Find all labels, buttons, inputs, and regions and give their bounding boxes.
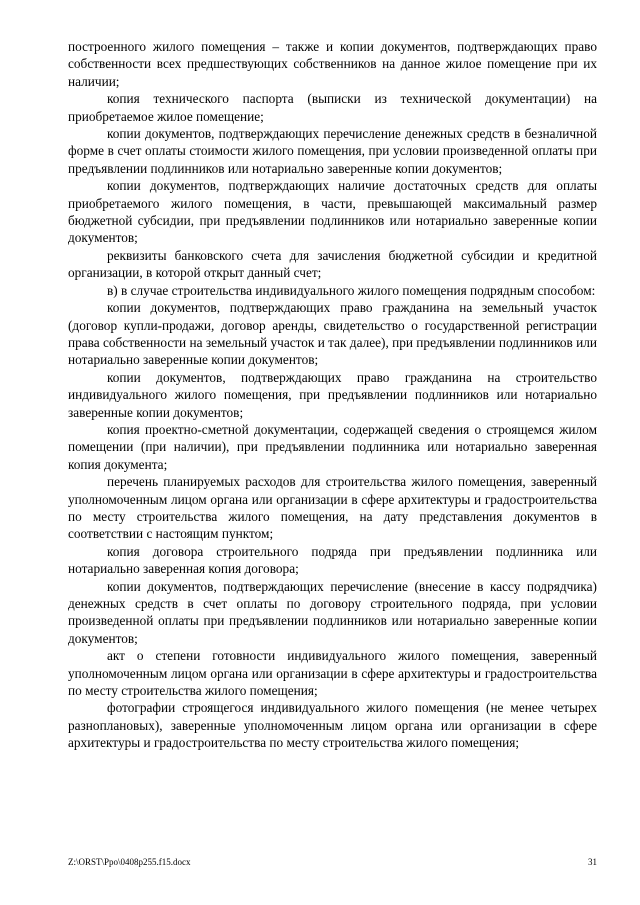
paragraph: копии документов, подтверждающих право гражданина на земельный участок (договор купли-продажи, договор аренды, свидетельство о государственной регистрации права собственности на земельный участок и так далее), при предъявлении подлинников или нотариально заверенные копии документов; [68,300,598,368]
document-body [68,38,597,752]
footer-file-path: Z:\ORST\Ppo\0408p255.f15.docx [68,857,191,867]
paragraph: акт о степени готовности индивидуального жилого помещения, заверенный уполномоченным лицом органа или организации в сфере архитектуры и градостроительства по месту строительства жилого помещения; [68,648,597,699]
paragraph: фотографии строящегося индивидуального жилого помещения (не менее четырех разноплановых), заверенные уполномоченным лицом органа или организации в сфере архитектуры и градостроительства по месту строительства жилого помещения; [68,700,597,751]
paragraph: копии документов, подтверждающих право гражданина на строительство индивидуального жилого помещения, при предъявлении подлинников или нотариально заверенные копии документов; [68,369,597,420]
paragraph: копия технического паспорта (выписки из технической документации) на приобретаемое жилое помещение; [68,91,597,124]
paragraph: реквизиты банковского счета для зачисления бюджетной субсидии и кредитной организации, в которой открыт данный счет; [68,247,597,281]
page-number: 31 [588,857,597,867]
paragraph: копия проектно-сметной документации, содержащей сведения о строящемся жилом помещении (при наличии), при предъявлении подлинника или нотариально заверенная копия документа; [68,421,597,472]
page-footer [68,857,597,868]
paragraph: перечень планируемых расходов для строительства жилого помещения, заверенный уполномоченным лицом органа или организации в сфере архитектуры и градостроительства по месту строительства жилого помещения, на дату представления документов в соответствии с настоящим пунктом; [68,474,597,542]
paragraph: в) в случае строительства индивидуального жилого помещения подрядным способом: [107,282,596,298]
paragraph: копии документов, подтверждающих перечисление (внесение в кассу подрядчика) денежных средств в счет оплаты по договору строительного подряда, при условии произведенной оплаты при предъявлении подлинников или нотариально заверенные копии документов; [68,578,597,646]
paragraph: копия договора строительного подряда при предъявлении подлинника или нотариально заверенная копия договора; [68,543,597,577]
paragraph: копии документов, подтверждающих перечисление денежных средств в безналичной форме в счет оплаты стоимости жилого помещения, при условии произведенной оплаты при предъявлении подлинников или нотариально заверенные копии документов; [68,126,597,176]
paragraph: построенного жилого помещения – также и копии документов, подтверждающих право собственности всех предшествующих собственников на данное жилое помещение при их наличии; [68,39,597,89]
paragraph: копии документов, подтверждающих наличие достаточных средств для оплаты приобретаемого жилого помещения, в части, превышающей максимальный размер бюджетной субсидии, при предъявлении подлинников или нотариально заверенные копии документов; [68,178,597,246]
